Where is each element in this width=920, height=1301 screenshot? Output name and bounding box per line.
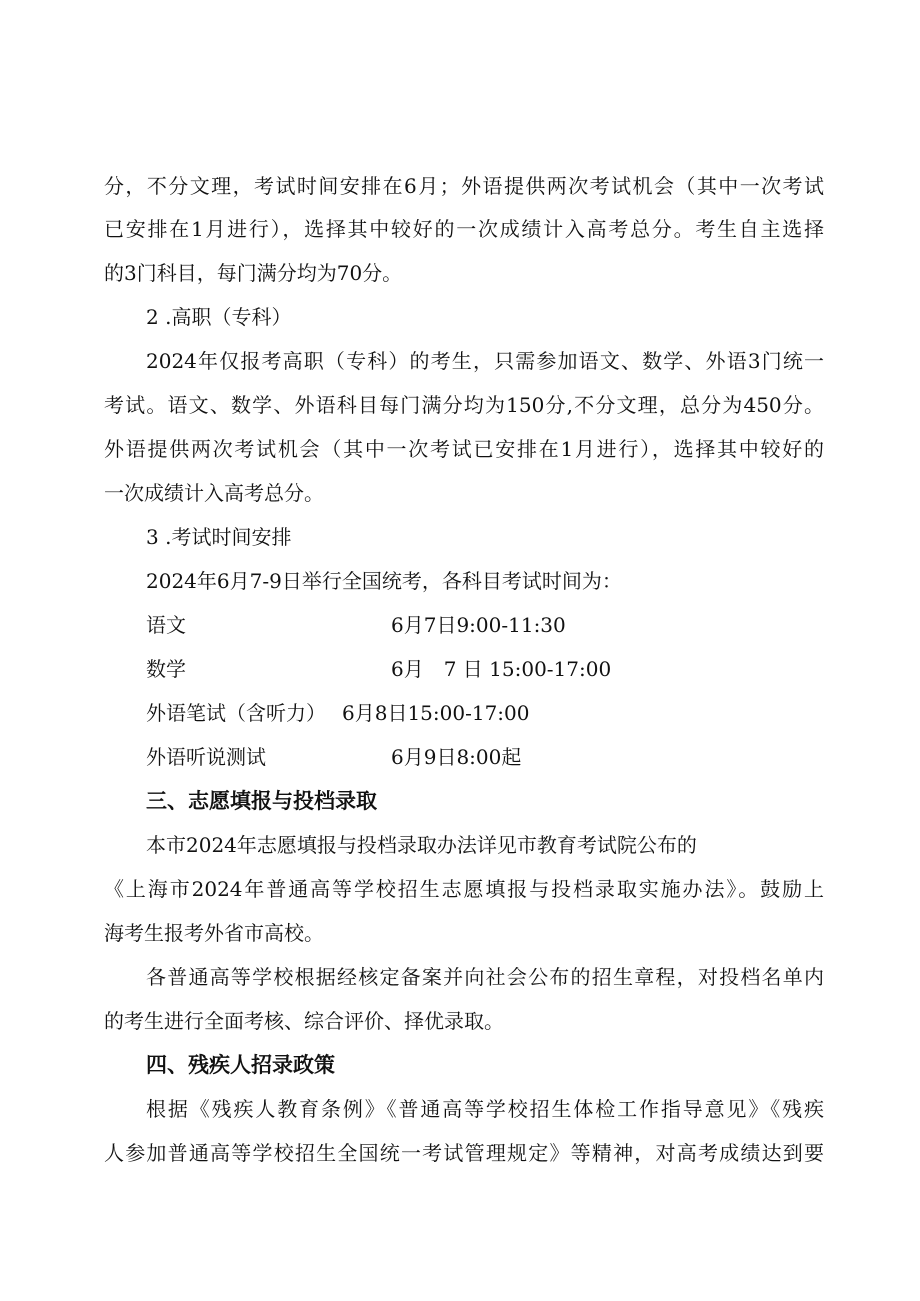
paragraph-line: 考试。语文、数学、外语科目每门满分均为150分,不分文理，总分为450分。 xyxy=(104,393,824,417)
paragraph-line: 本市2024年志愿填报与投档录取办法详见市教育考试院公布的 xyxy=(146,833,697,857)
paragraph-line: 2024年6月7-9日举行全国统考，各科目考试时间为： xyxy=(146,569,622,593)
paragraph-line: 的考生进行全面考核、综合评价、择优录取。 xyxy=(104,1009,504,1033)
paragraph-line: 外语提供两次考试机会（其中一次考试已安排在1月进行），选择其中较好的 xyxy=(104,437,824,461)
schedule-subject: 外语听说测试 xyxy=(146,745,266,769)
schedule-time: 6月 7 日 15:00-17:00 xyxy=(391,657,612,681)
list-item-heading: 2 .高职（专科） xyxy=(146,305,292,329)
list-item-heading: 3 .考试时间安排 xyxy=(146,525,292,549)
paragraph-line: 已安排在1月进行），选择其中较好的一次成绩计入高考总分。考生自主选择 xyxy=(104,217,824,241)
section-heading: 三、志愿填报与投档录取 xyxy=(146,789,377,813)
paragraph-line: 各普通高等学校根据经核定备案并向社会公布的招生章程，对投档名单内 xyxy=(146,965,824,989)
schedule-row xyxy=(146,654,706,684)
paragraph-line: 一次成绩计入高考总分。 xyxy=(104,481,324,505)
paragraph-line: 《上海市2024年普通高等学校招生志愿填报与投档录取实施办法》。鼓励上 xyxy=(104,877,824,901)
paragraph-line: 海考生报考外省市高校。 xyxy=(104,921,324,945)
paragraph-line: 分，不分文理，考试时间安排在6月；外语提供两次考试机会（其中一次考试 xyxy=(104,174,824,198)
schedule-row xyxy=(146,610,706,640)
paragraph-line: 2024年仅报考高职（专科）的考生，只需参加语文、数学、外语3门统一 xyxy=(146,349,824,373)
schedule-subject: 语文 xyxy=(146,613,186,637)
schedule-time: 6月8日15:00-17:00 xyxy=(342,701,530,725)
paragraph-line: 人参加普通高等学校招生全国统一考试管理规定》等精神，对高考成绩达到要 xyxy=(104,1141,824,1165)
schedule-time: 6月9日8:00起 xyxy=(391,745,522,769)
schedule-subject: 数学 xyxy=(146,657,186,681)
paragraph-line: 的3门科目，每门满分均为70分。 xyxy=(104,261,403,285)
schedule-row xyxy=(146,742,706,772)
section-heading: 四、残疾人招录政策 xyxy=(146,1053,335,1077)
paragraph-line: 根据《残疾人教育条例》《普通高等学校招生体检工作指导意见》《残疾 xyxy=(146,1097,824,1121)
schedule-row xyxy=(146,698,706,728)
schedule-time: 6月7日9:00-11:30 xyxy=(391,613,566,637)
schedule-subject: 外语笔试（含听力） xyxy=(146,701,326,725)
